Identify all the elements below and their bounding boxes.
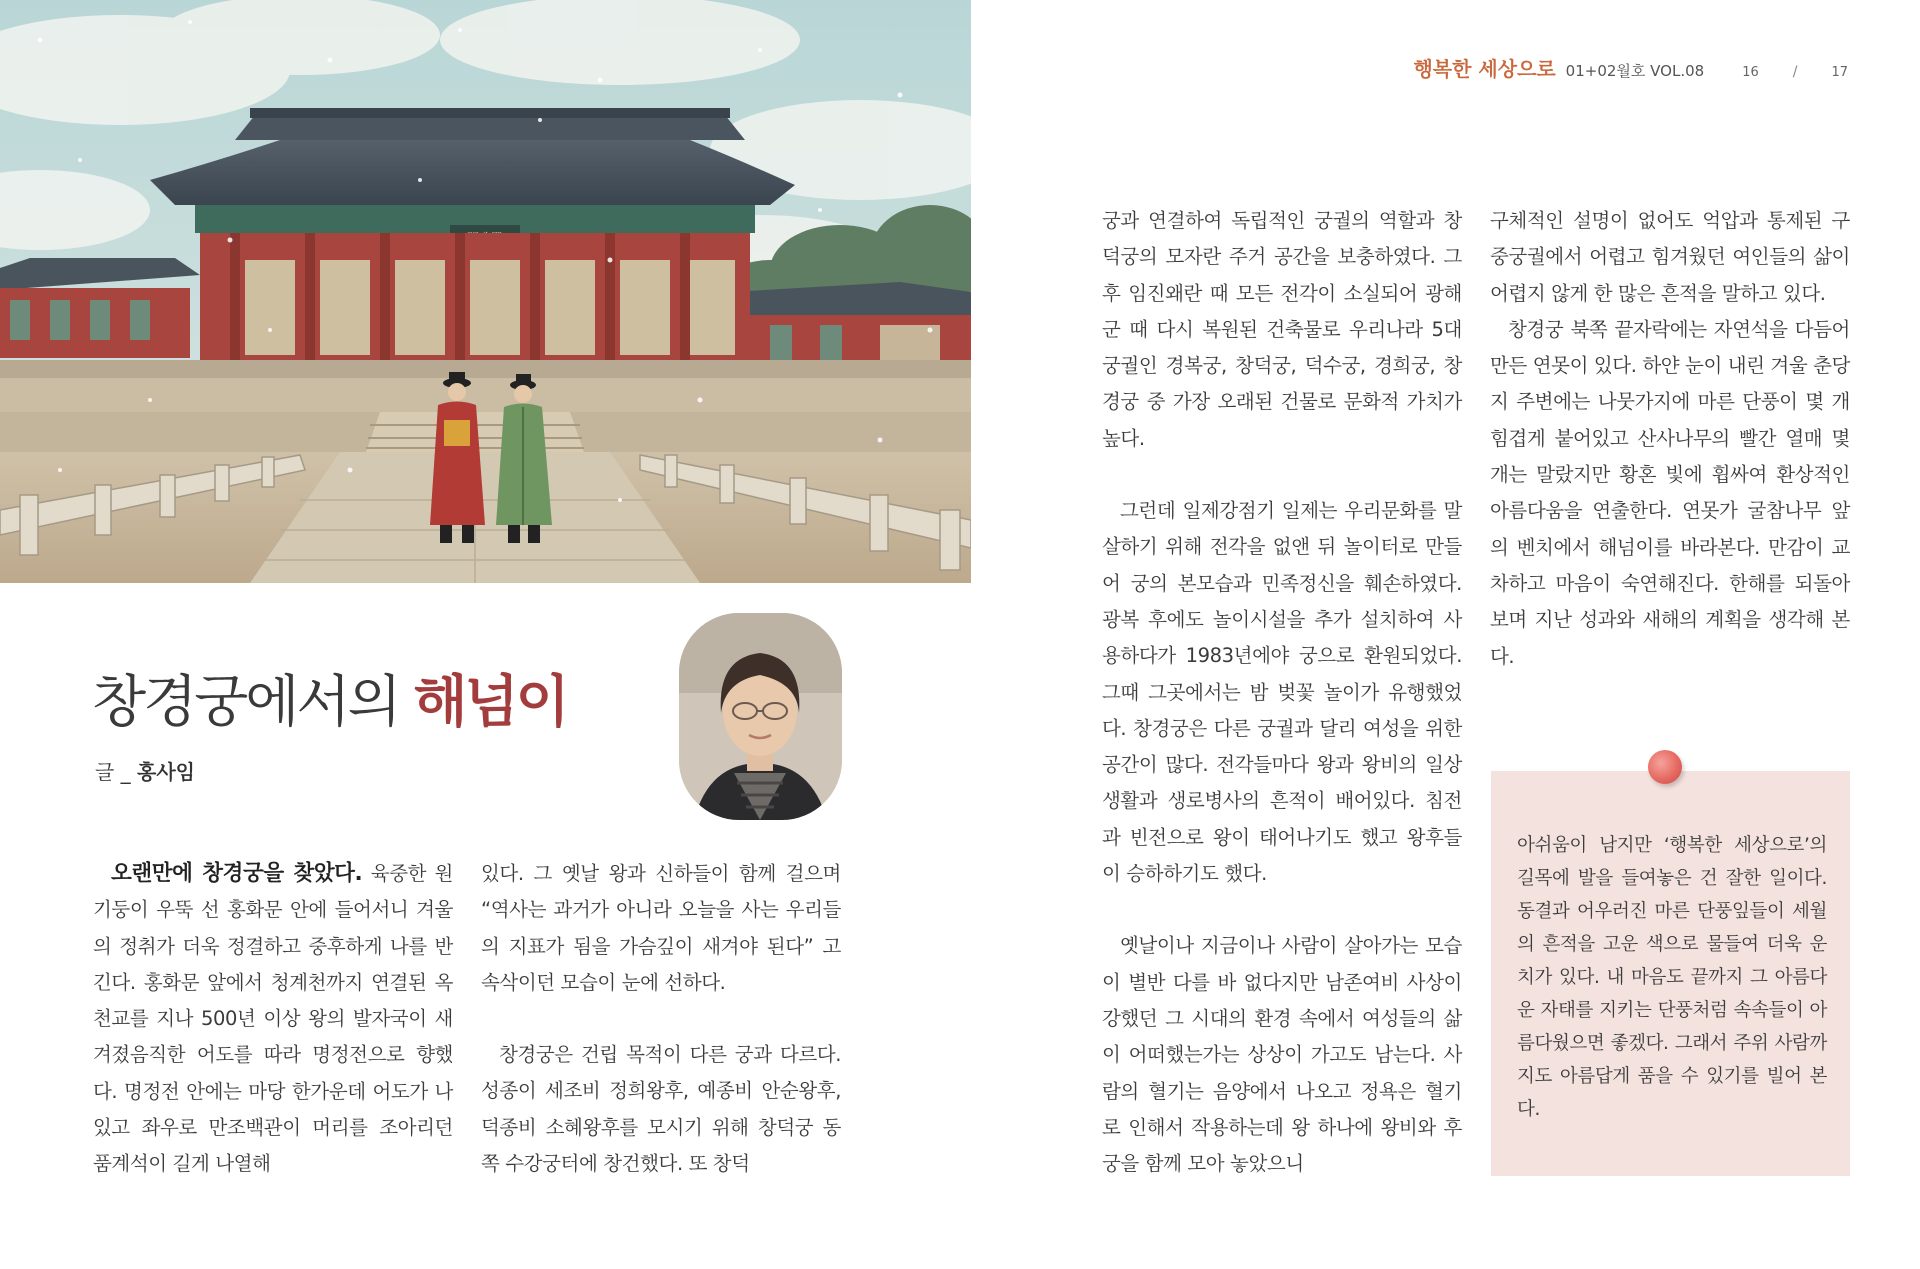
body-column-4 bbox=[1490, 203, 1850, 675]
byline bbox=[95, 756, 195, 785]
article-title bbox=[92, 658, 567, 738]
column-2-paragraph-2: 창경궁은 건립 목적이 다른 궁과 다르다. 성종이 세조비 정희왕후, 예종비 안순왕후, 덕종비 소혜왕후를 모시기 위해 창덕궁 동쪽 수강궁터에 창건했다. 또 창덕 bbox=[481, 1043, 841, 1176]
article-title-prefix: 창경궁에서의 bbox=[92, 670, 414, 735]
note-text bbox=[1517, 829, 1827, 1126]
page-separator: / bbox=[1792, 64, 1798, 80]
column-3-paragraph-3: 옛날이나 지금이나 사람이 살아가는 모습이 별반 다를 바 없다지만 남존여비 사상이 강했던 그 시대의 환경 속에서 여성들의 삶이 어떠했는가는 상상이 가고도 남는다. 사람의 혈기는 음양에서 나오고 정욕은 혈기로 인해서 작용하는데 왕 하나에 왕비와 후궁을 함께 모아 놓았으니 bbox=[1102, 934, 1462, 1176]
note-paragraph: 아쉬움이 남지만 ‘행복한 세상으로’의 길목에 발을 들여놓은 건 잘한 일이다. 동결과 어우러진 마른 단풍잎들이 세월의 흔적을 고운 색으로 물들여 더욱 운치가 있다. 내 마음도 끝까지 그 아름다운 자태를 지키는 단풍처럼 속속들이 아름다웠으면 좋겠다. 그래서 주위 사람까지도 아름답게 품을 수 있기를 빌어 본다. bbox=[1517, 835, 1827, 1120]
page-number-left: 16 bbox=[1742, 65, 1759, 80]
lead-sentence: 오랜만에 창경궁을 찾았다. bbox=[111, 861, 363, 886]
column-3-paragraph-1: 궁과 연결하여 독립적인 궁궐의 역할과 창덕궁의 모자란 주거 공간을 보충하였다. 그 후 임진왜란 때 모든 전각이 소실되어 광해군 때 다시 복원된 건축물로 우리나라 5대궁궐인 경복궁, 창덕궁, 덕수궁, 경희궁, 창경궁 중 가장 오래된 건물로 문화적 가치가 높다. bbox=[1102, 209, 1462, 450]
column-3-paragraph-2: 그런데 일제강점기 일제는 우리문화를 말살하기 위해 전각을 없앤 뒤 놀이터로 만들어 궁의 본모습과 민족정신을 훼손하였다. 광복 후에도 놀이시설을 추가 설치하여 사용하다가 1983년에야 궁으로 환원되었다. 그때 그곳에서는 밤 벚꽃 놀이가 유행했었다. 창경궁은 다른 궁궐과 달리 여성을 위한 공간이 많다. 전각들마다 왕과 왕비의 일상생활과 생로병사의 흔적이 배어있다. 침전과 빈전으로 왕이 태어나기도 했고 왕후들이 승하하기도 했다. bbox=[1102, 499, 1462, 886]
article-title-accent: 해넘이 bbox=[413, 670, 567, 735]
pushpin-icon bbox=[1648, 750, 1682, 784]
magazine-title: 행복한 세상으로 bbox=[1413, 57, 1556, 81]
body-column-2 bbox=[481, 856, 841, 1182]
author-name: 홍사임 bbox=[137, 760, 196, 784]
body-column-3 bbox=[1102, 203, 1462, 1182]
column-2-paragraph-1: 있다. 그 옛날 왕과 신하들이 함께 걸으며 “역사는 과거가 아니라 오늘을 사는 우리들의 지표가 됨을 가슴깊이 새겨야 된다” 고 속삭이던 모습이 눈에 선하다. bbox=[481, 862, 841, 994]
issue-number: 01+02월호 VOL.08 bbox=[1565, 62, 1705, 80]
column-4-paragraph-1: 구체적인 설명이 없어도 억압과 통제된 구중궁궐에서 어렵고 힘겨웠던 여인들의 삶이 어렵지 않게 한 많은 흔적을 말하고 있다. bbox=[1490, 209, 1850, 305]
palace-illustration bbox=[0, 0, 971, 583]
magazine-header bbox=[1413, 53, 1848, 82]
body-column-1 bbox=[93, 856, 453, 1183]
author-portrait bbox=[679, 613, 842, 820]
column-4-paragraph-2: 창경궁 북쪽 끝자락에는 자연석을 다듬어 만든 연못이 있다. 하얀 눈이 내린 겨울 춘당지 주변에는 나뭇가지에 마른 단풍이 몇 개 힘겹게 붙어있고 산사나무의 빨간 열매 몇 개는 말랐지만 황혼 빛에 휩싸여 환상적인 아름다움을 연출한다. 연못가 굴참나무 앞의 벤치에서 해넘이를 바라본다. 만감이 교차하고 마음이 숙연해진다. 한해를 되돌아보며 지난 성과와 새해의 계획을 생각해 본다. bbox=[1490, 317, 1850, 668]
column-1-text: 육중한 원기둥이 우뚝 선 홍화문 안에 들어서니 겨울의 정취가 더욱 정결하고 중후하게 나를 반긴다. 홍화문 앞에서 청계천까지 연결된 옥천교를 지나 500년 이상 왕의 발자국이 새겨졌음직한 어도를 따라 명정전으로 향했다. 명정전 안에는 마당 한가운데 어도가 나있고 좌우로 만조백관이 머리를 조아리던 품계석이 길게 나열해 bbox=[93, 862, 453, 1176]
byline-prefix: 글 _ bbox=[95, 760, 138, 784]
column-1-paragraph bbox=[93, 856, 453, 1183]
page-number-right: 17 bbox=[1831, 65, 1848, 80]
